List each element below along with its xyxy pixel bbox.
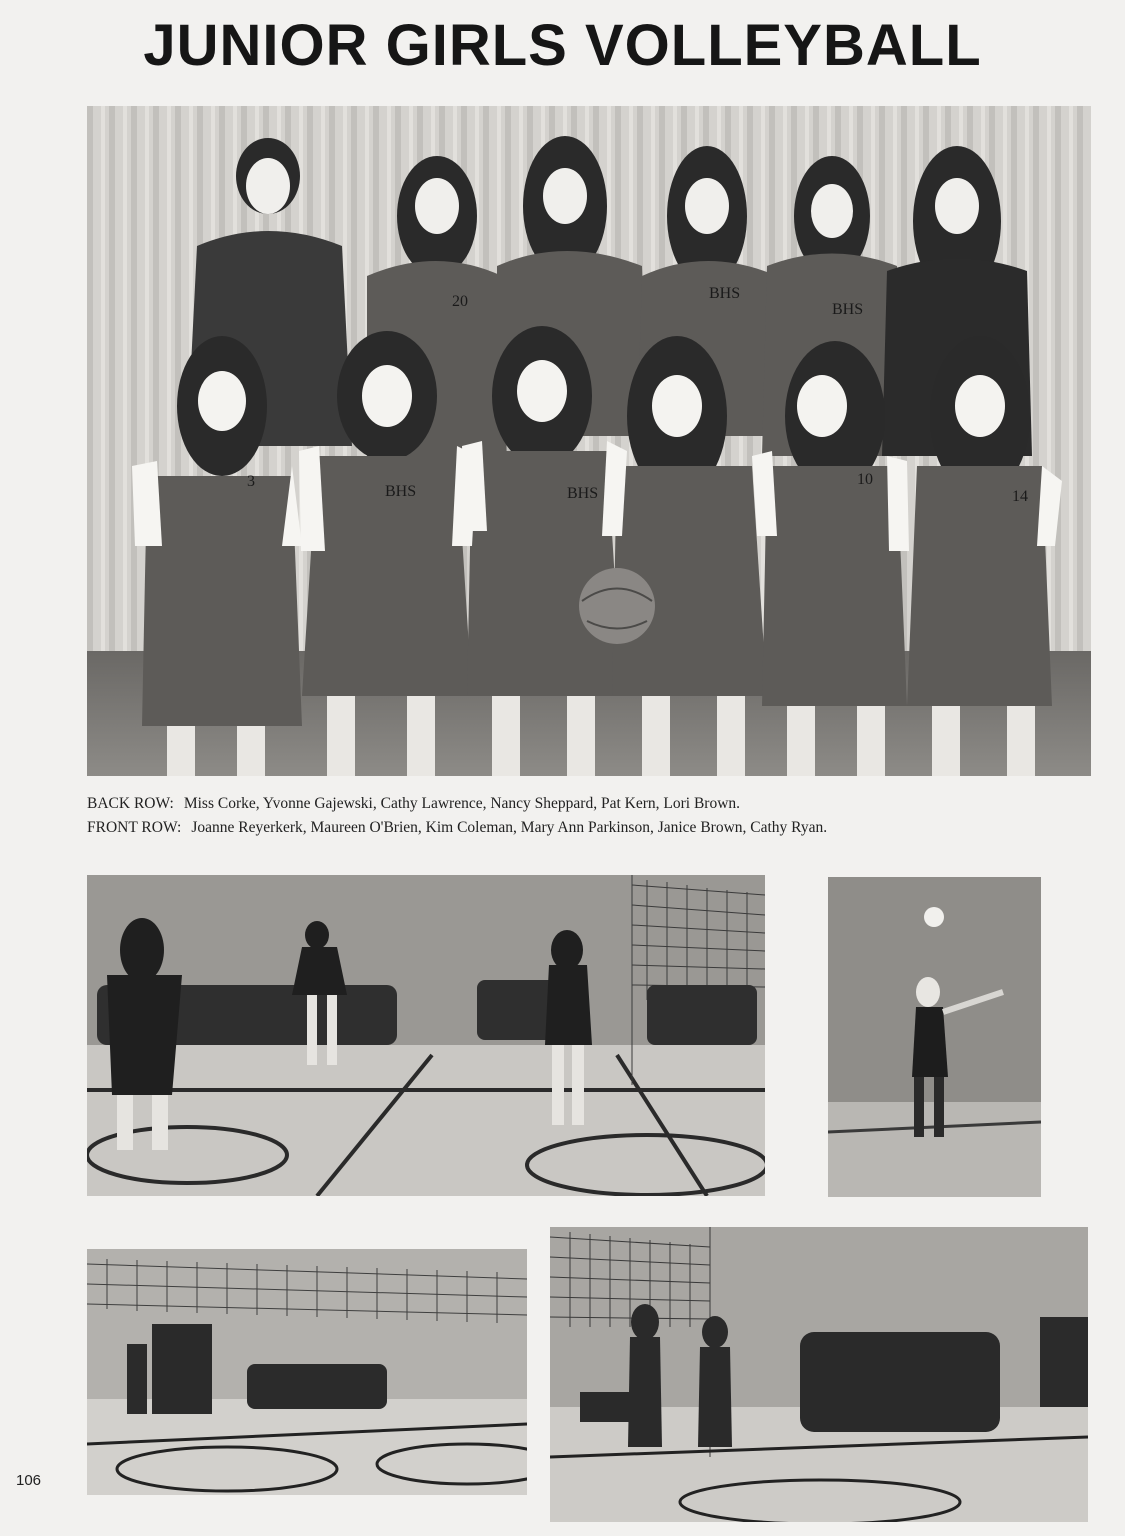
front-row-names: Joanne Reyerkerk, Maureen O'Brien, Kim Coleman, Mary Ann Parkinson, Janice Brown, Cathy Ryan. bbox=[191, 819, 828, 836]
action-photo-bench-illustration bbox=[87, 1249, 527, 1495]
front-row-label: FRONT ROW: bbox=[87, 819, 182, 836]
jersey-number: 3 bbox=[247, 473, 255, 490]
action-photo-serve-illustration bbox=[828, 877, 1041, 1197]
back-row-names: Miss Corke, Yvonne Gajewski, Cathy Lawrence, Nancy Sheppard, Pat Kern, Lori Brown. bbox=[183, 795, 741, 812]
action-photo-serve bbox=[828, 877, 1041, 1197]
jersey-number: 10 bbox=[857, 471, 873, 488]
front-row-caption bbox=[87, 816, 1107, 840]
team-photo bbox=[87, 106, 1091, 776]
jersey-label: BHS bbox=[709, 285, 741, 302]
action-photo-gym-game-illustration bbox=[87, 875, 765, 1196]
photo-caption bbox=[87, 792, 1107, 840]
jersey-label: BHS bbox=[567, 485, 599, 502]
jersey-number: 14 bbox=[1012, 488, 1028, 505]
action-photo-gym-game bbox=[87, 875, 765, 1196]
back-row-caption bbox=[87, 792, 1107, 816]
action-photo-huddle bbox=[550, 1227, 1088, 1522]
action-photo-huddle-illustration bbox=[550, 1227, 1088, 1522]
jersey-number: 20 bbox=[452, 293, 468, 310]
page-number: 106 bbox=[16, 1472, 42, 1489]
action-photo-bench bbox=[87, 1249, 527, 1495]
jersey-label: BHS bbox=[385, 483, 417, 500]
page-title: JUNIOR GIRLS VOLLEYBALL bbox=[143, 13, 982, 78]
back-row-label: BACK ROW: bbox=[87, 795, 174, 812]
team-photo-illustration bbox=[87, 106, 1091, 776]
jersey-label: BHS bbox=[832, 301, 864, 318]
